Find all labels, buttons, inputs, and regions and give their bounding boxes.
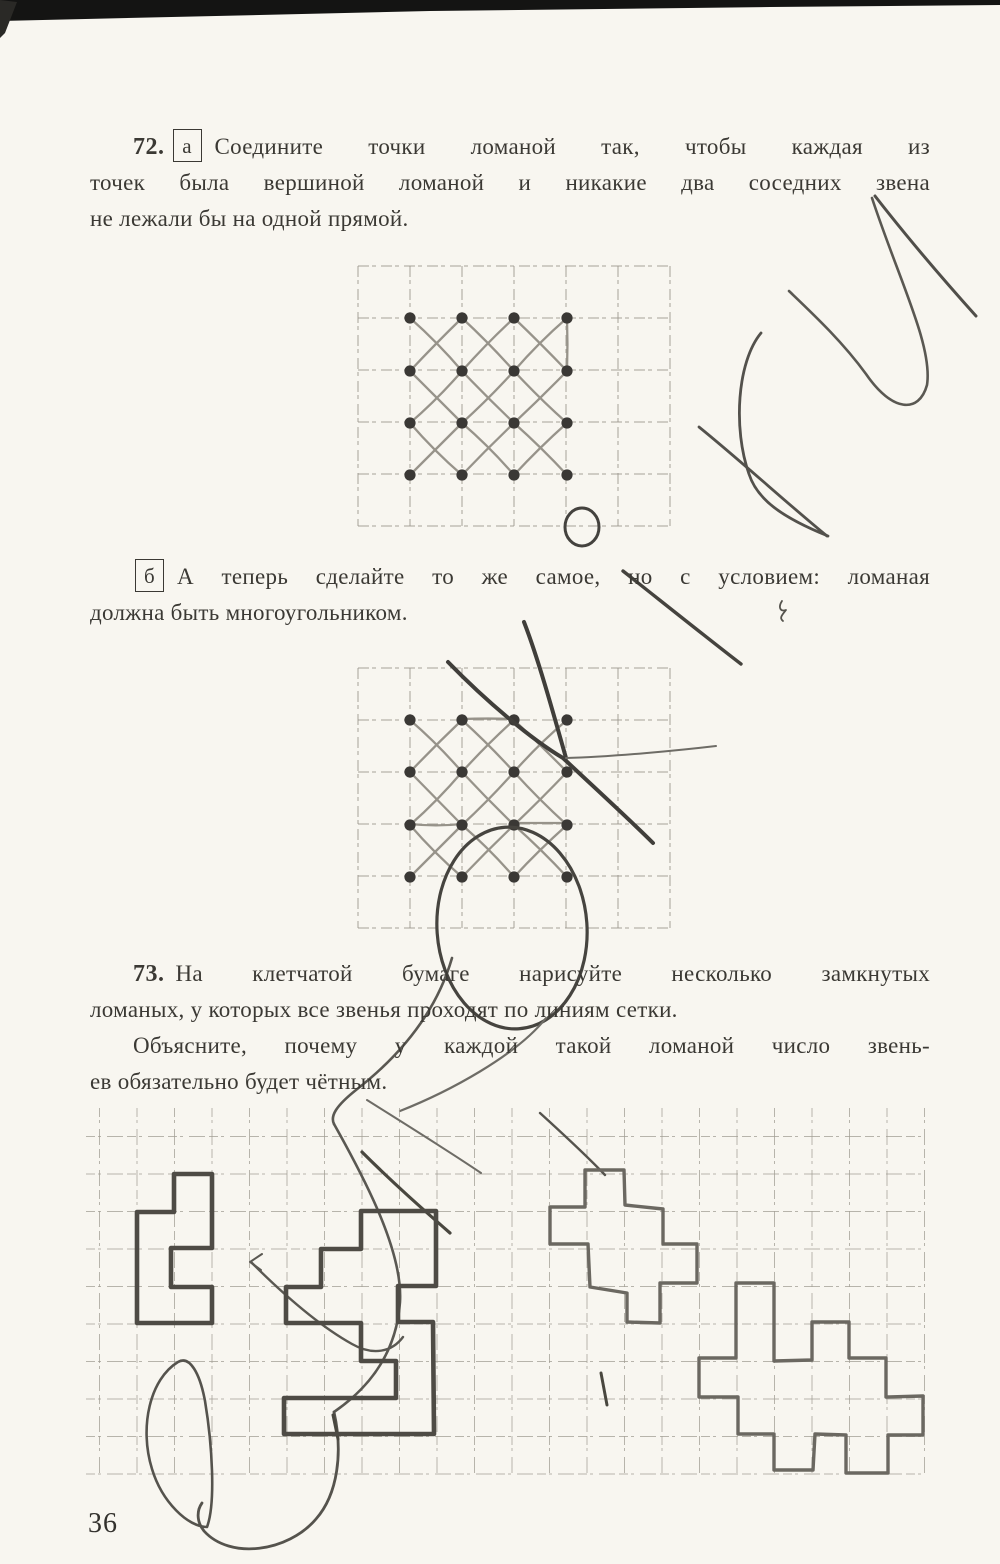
- part-a-label: а: [182, 133, 192, 158]
- problem-72a-line-1: [133, 132, 930, 162]
- problem-72-number: 72.: [133, 134, 165, 160]
- problem-72a-line-2: точек была вершиной ломаной и никакие два соседних звена: [90, 170, 930, 195]
- problem-72b-text: А теперь сделайте то же самое, но с условием: ломаная: [177, 564, 930, 589]
- problem-73-line-3: Объясните, почему у каждой такой ломаной число звень-: [133, 1033, 930, 1058]
- figure-b-pencil-lattice: [410, 719, 567, 877]
- problem-73-line-1: [133, 959, 930, 989]
- problem-73-line-4: ев обязательно будет чётным.: [90, 1069, 388, 1094]
- bottom-polygons: [137, 1170, 923, 1473]
- problem-72a-text: Соедините точки ломаной так, чтобы каждая из: [214, 134, 930, 159]
- part-a-box: [173, 129, 202, 162]
- problem-73-text: На клетчатой бумаге нарисуйте несколько замкнутых: [175, 961, 930, 986]
- problem-73-line-2: ломаных, у которых все звенья проходят по линиям сетки.: [90, 997, 678, 1022]
- figure-b-grid: [358, 668, 670, 928]
- problem-72b-line-2: должна быть многоугольником.: [90, 600, 408, 625]
- figure-a-grid: [358, 266, 670, 526]
- figure-a-pencil-marks: [565, 196, 976, 546]
- part-b-label: б: [144, 563, 155, 588]
- scan-edge: [0, 0, 1000, 38]
- page-number: 36: [88, 1508, 118, 1539]
- problem-73-number: 73.: [133, 961, 165, 987]
- problem-72b-line-1: [127, 562, 930, 592]
- problem-72a-line-3: не лежали бы на одной прямой.: [90, 206, 409, 231]
- part-b-box: [135, 559, 164, 592]
- figure-a-pencil-lattice: [410, 318, 567, 475]
